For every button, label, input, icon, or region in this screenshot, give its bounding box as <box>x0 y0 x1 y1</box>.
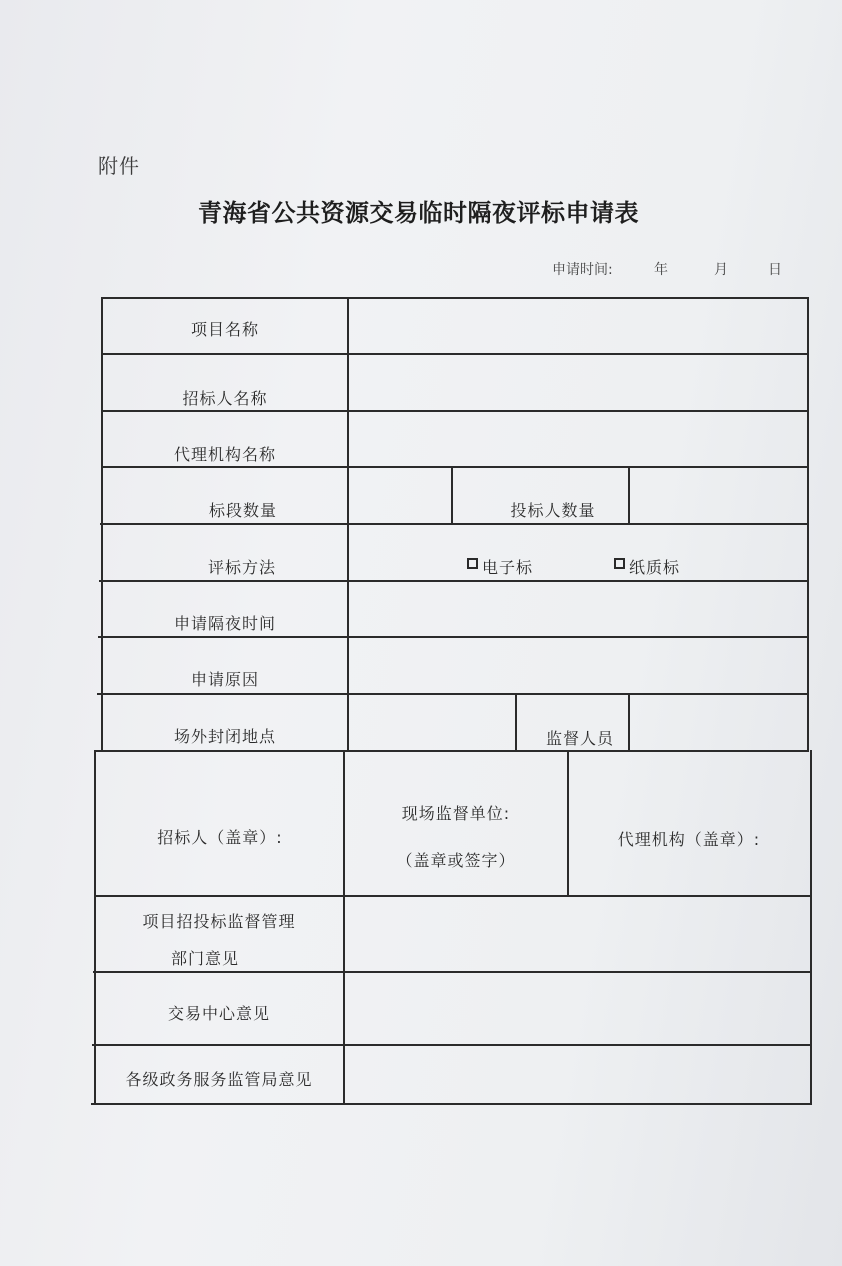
center-opinion-label: 交易中心意见 <box>167 1004 270 1023</box>
evaluation-method-label: 评标方法 <box>207 558 276 577</box>
table-rule <box>101 410 809 412</box>
day-label: 日 <box>768 262 782 278</box>
form-title: 青海省公共资源交易临时隔夜评标申请表 <box>198 198 639 227</box>
agency-seal-label: 代理机构（盖章）: <box>617 830 761 849</box>
closed-location-label: 场外封闭地点 <box>173 727 276 746</box>
date-label: 申请时间: <box>552 262 613 278</box>
month-label: 月 <box>714 262 728 278</box>
table-border-bottom <box>91 1103 812 1105</box>
paper-checkbox[interactable] <box>614 558 625 569</box>
agency-name-label: 代理机构名称 <box>173 445 276 464</box>
table-rule <box>94 895 810 897</box>
onsite-supervision-unit-label: 现场监督单位: <box>401 804 511 823</box>
electronic-checkbox[interactable] <box>467 558 478 569</box>
cell-divider <box>567 750 569 895</box>
table-rule <box>101 466 809 468</box>
reason-label: 申请原因 <box>190 670 259 689</box>
table-rule <box>102 353 809 355</box>
supervisor-label: 监督人员 <box>545 729 614 748</box>
table-rule <box>93 971 811 973</box>
table-rule <box>96 750 809 752</box>
table-border-top <box>103 297 809 299</box>
bidder-count-label: 投标人数量 <box>510 501 596 520</box>
year-label: 年 <box>654 262 668 278</box>
overnight-time-label: 申请隔夜时间 <box>173 614 276 633</box>
table-rule <box>92 1044 811 1046</box>
table-border-right <box>810 750 812 1105</box>
bureau-opinion-label: 各级政务服务监管局意见 <box>125 1070 313 1089</box>
table-rule <box>97 693 809 695</box>
table-rule <box>100 523 809 525</box>
tenderer-name-label: 招标人名称 <box>182 389 268 408</box>
project-name-label: 项目名称 <box>190 320 259 339</box>
section-count-label: 标段数量 <box>208 501 277 520</box>
paper-option-label: 纸质标 <box>629 558 681 577</box>
dept-opinion-label-line2: 部门意见 <box>170 949 239 968</box>
table-rule <box>98 636 809 638</box>
table-border-right <box>807 297 809 750</box>
attachment-label: 附件 <box>98 154 140 178</box>
electronic-option-label: 电子标 <box>482 558 534 577</box>
tenderer-seal-label: 招标人（盖章）: <box>157 828 283 847</box>
seal-or-sign-label: （盖章或签字） <box>396 851 516 870</box>
table-rule <box>99 580 809 582</box>
dept-opinion-label-line1: 项目招投标监督管理 <box>142 912 296 931</box>
